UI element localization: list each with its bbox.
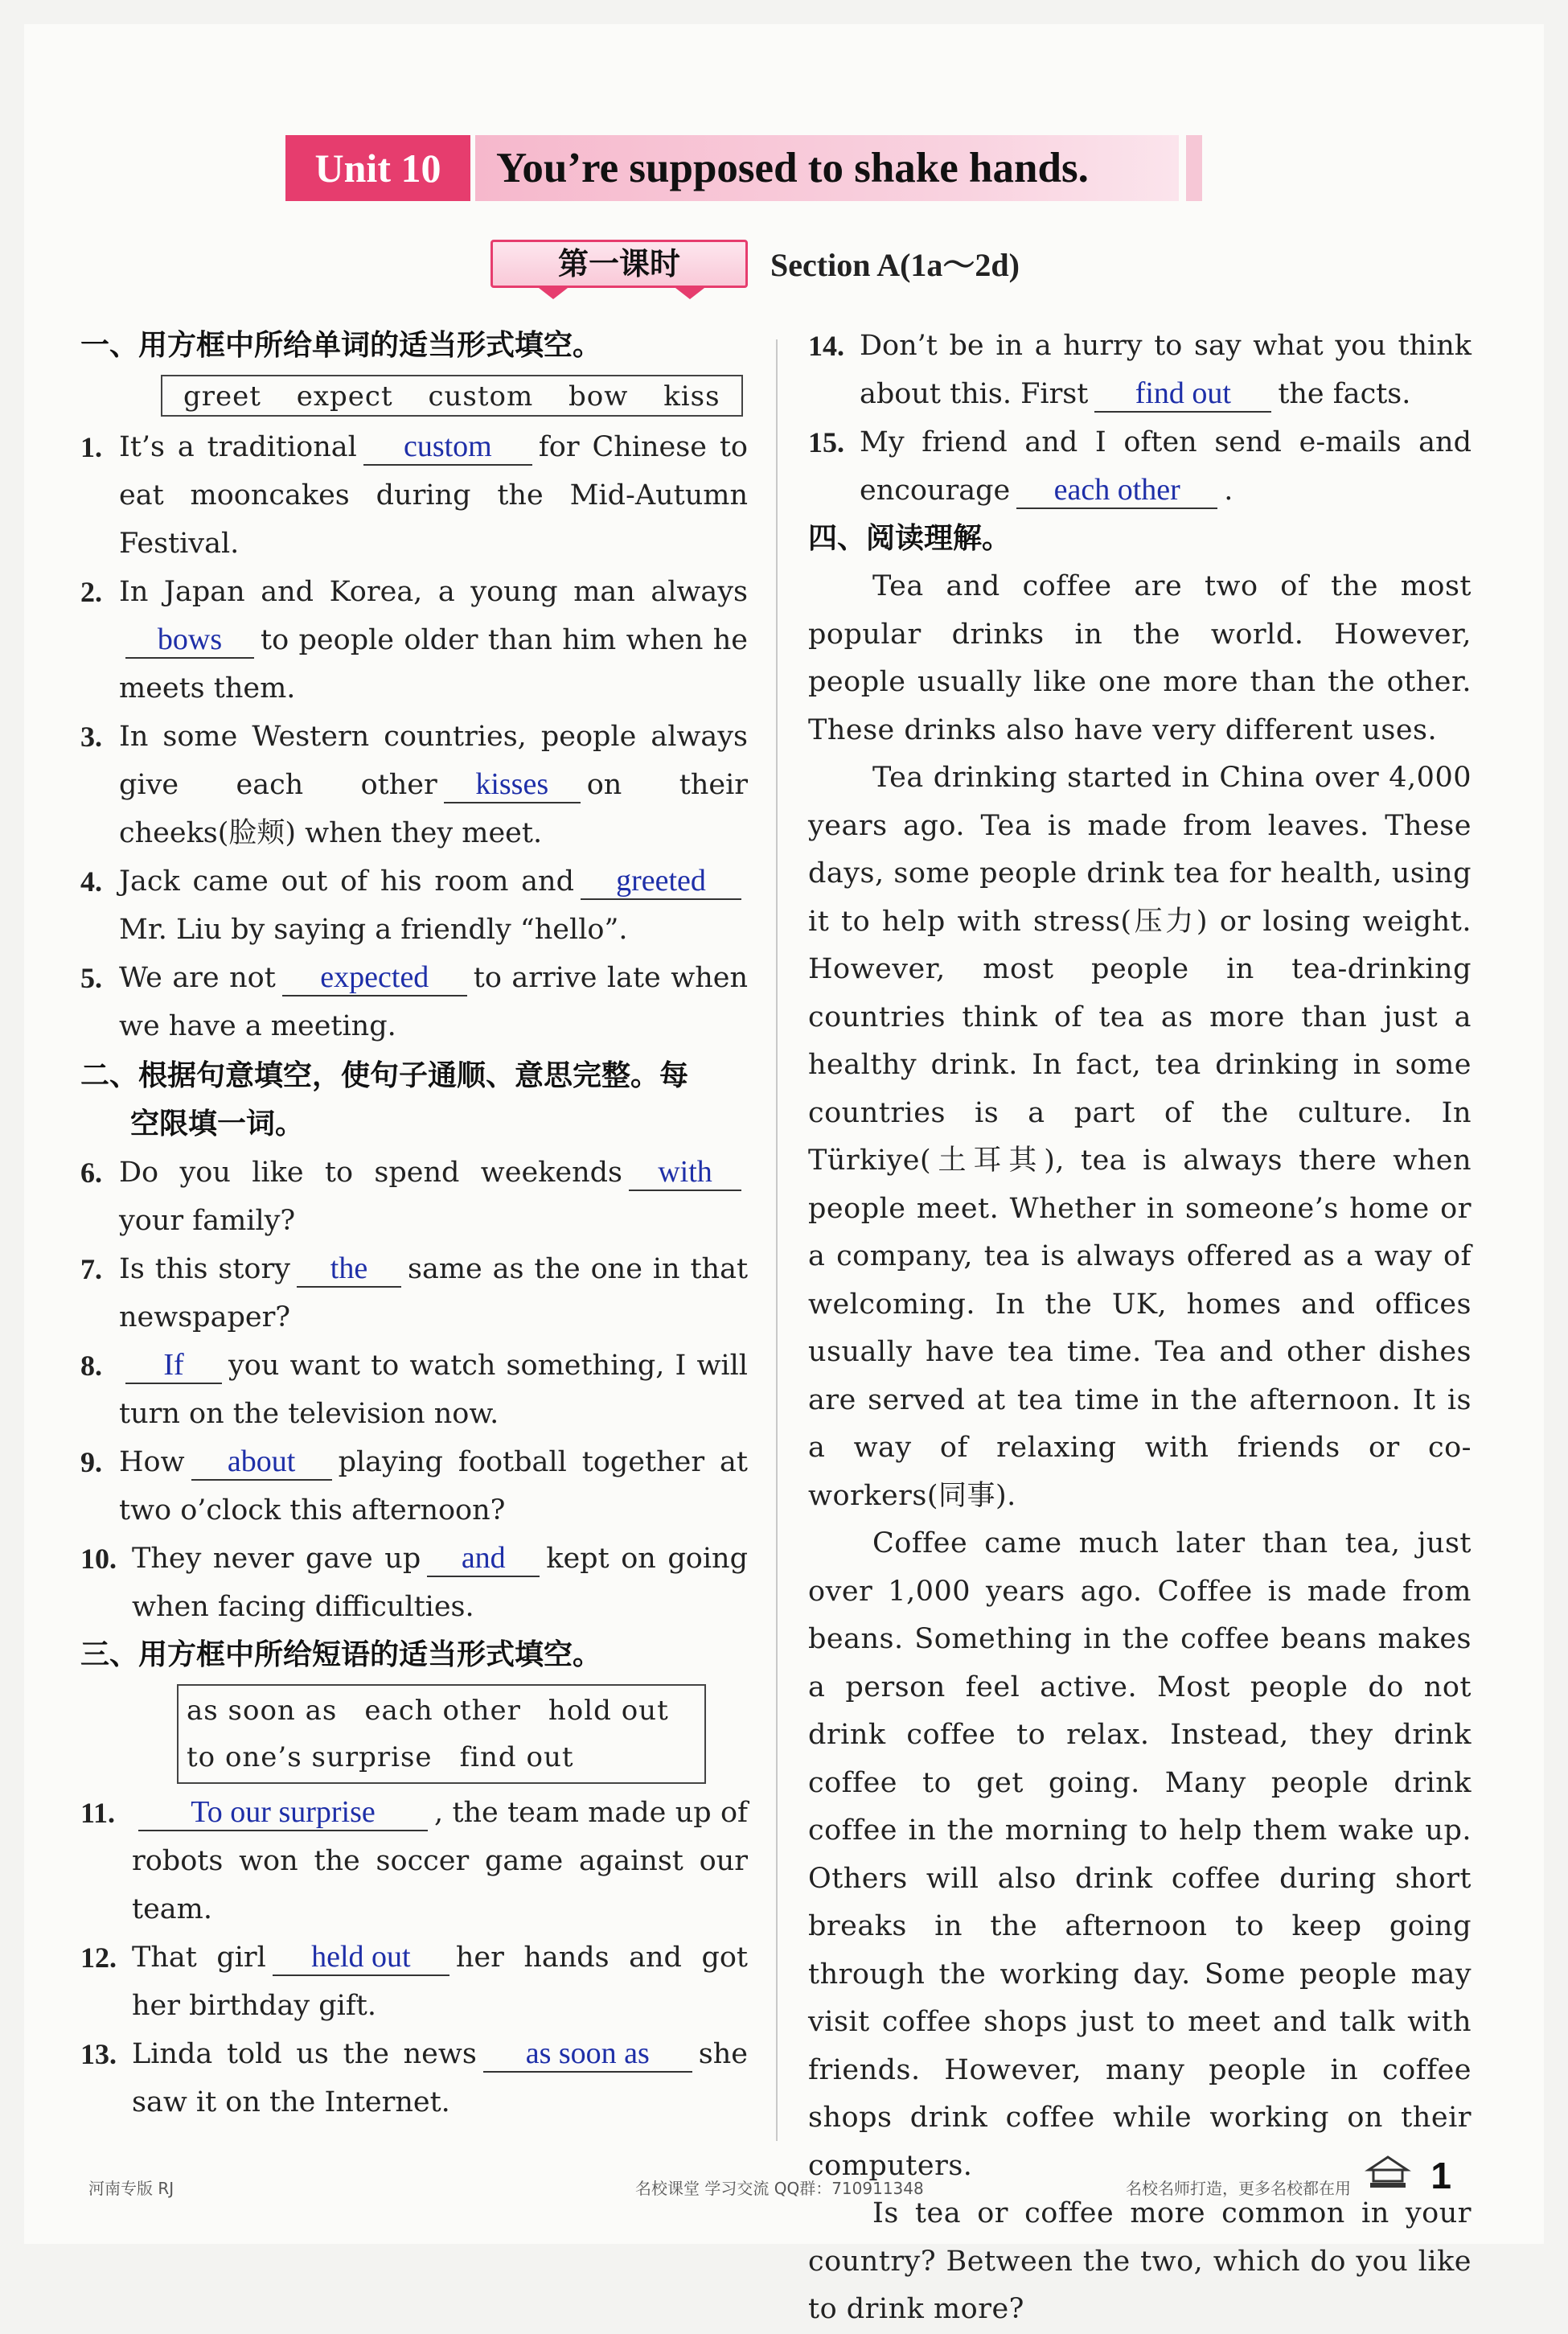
reading-paragraph: Is tea or coffee more common in your country? Between the two, which do you like to drink more? [808,2197,1472,2325]
part2-heading: 二、根据句意填空，使句子通顺、意思完整。每 空限填一词。 [80,1059,689,1140]
footer-slogan: 名校名师打造，更多名校都在用 [1126,2179,1351,2198]
page-number: 1 [1430,2155,1451,2196]
phrase-item: to one’s surprise [187,1741,433,1773]
word-item: greet [183,380,261,413]
answer-blank[interactable]: find out [1094,376,1271,413]
lesson-label: 第一课时 [491,240,748,288]
answer-blank[interactable]: the [297,1251,401,1288]
answer-blank[interactable]: with [629,1154,741,1191]
phrase-item: as soon as [187,1695,338,1727]
answer-blank[interactable]: as soon as [483,2036,692,2073]
answer-blank[interactable]: expected [282,959,467,996]
question-8: 8. If you want to watch something, I will turn on the television now. [80,1348,748,1430]
answer-blank[interactable]: each other [1016,472,1217,509]
reading-paragraph: Tea and coffee are two of the most popular drinks in the world. However, people usually like one more than the other. These drinks also have very different uses. [808,570,1472,746]
word-item: expect [296,380,393,413]
part3-heading: 三、用方框中所给短语的适当形式填空。 [80,1638,602,1671]
answer-blank[interactable]: held out [273,1939,449,1976]
answer-blank[interactable]: If [125,1347,222,1384]
section-title: Section A(1a～2d) [770,247,1020,283]
lesson-tag [491,233,748,299]
question-12: 12. That girl held out her hands and got her birthday gift. [80,1940,748,2022]
answer-blank[interactable]: custom [363,429,532,466]
answer-blank[interactable]: greeted [581,863,741,900]
phrase-item: find out [459,1741,574,1773]
question-2: 2. In Japan and Korea, a young man always bows to people older than him when he meets them. [80,576,748,705]
answer-blank[interactable]: bows [125,622,254,659]
question-13: 13. Linda told us the news as soon as she saw it on the Internet. [80,2036,748,2118]
question-1: 1. It’s a traditional custom for Chinese to eat mooncakes during the Mid-Autumn Festival. [80,429,748,560]
word-item: kiss [663,380,720,413]
tag-notch-left [539,288,568,299]
banner-tail [1186,135,1202,201]
footer-edition: 河南专版 RJ [88,2179,174,2198]
question-14: 14. Don’t be in a hurry to say what you think about this. First find out the facts. [808,322,1472,418]
tag-notch-right [675,288,704,299]
column-divider [776,339,778,2141]
reading-paragraph: Tea drinking started in China over 4,000 years ago. Tea is made from leaves. These days, some people drink tea for health, using it to help with stress(压力) or losing weight. However, most people in tea-drinking countries think of tea as more than just a healthy drink. In fact, tea drinking in some countries is a part of the culture. In Türkiye(土耳其), tea is always there when people meet. Whether in someone’s home or a company, tea is always offered as a way of welcoming. In the UK, homes and offices usually have tea time. Tea and other dishes are served at tea time in the afternoon. It is a way of relaxing with friends or co-workers(同事). [808,762,1472,1512]
question-4: 4. Jack came out of his room and greetedMr. Liu by saying a friendly “hello”. [80,857,748,954]
word-box [161,375,743,417]
question-6: 6. Do you like to spend weekends withyour family? [80,1149,748,1245]
unit-title: You’re supposed to shake hands. [475,135,1179,201]
publisher-logo-icon [1364,2152,1412,2191]
answer-blank[interactable]: To our surprise [138,1794,428,1831]
answer-blank[interactable]: and [427,1540,540,1577]
unit-label: Unit 10 [285,135,470,201]
left-column [80,322,748,2126]
phrase-item: each other [364,1695,521,1727]
right-column [808,322,1472,2334]
phrase-box [177,1684,706,1784]
question-9: 9. How about playing football together at two o’clock this afternoon? [80,1444,748,1527]
word-item: bow [569,380,629,413]
answer-blank[interactable]: kisses [444,766,581,803]
question-3: 3. In some Western countries, people always give each other kisses on their cheeks(脸颊) when they meet. [80,721,748,849]
question-10: 10. They never gave up and kept on going when facing difficulties. [80,1541,748,1623]
unit-banner [285,135,1202,201]
phrase-item: hold out [548,1695,669,1727]
part4-heading: 四、阅读理解。 [808,522,1012,555]
question-5: 5. We are not expected to arrive late when we have a meeting. [80,960,748,1042]
answer-blank[interactable]: about [191,1444,332,1481]
question-7: 7. Is this story the same as the one in that newspaper? [80,1251,749,1333]
footer-qq-group: 名校课堂 学习交流 QQ群：710911348 [635,2179,924,2198]
reading-paragraph: Coffee came much later than tea, just over 1,000 years ago. Coffee is made from beans. Something in the coffee beans makes a person feel active. Most people do not drink coffee to relax. Instead, they drink coffee to get going. Many people drink coffee in the morning to help them wake up. Others will also drink coffee during short breaks in the afternoon to keep going through the working day. Some people may visit coffee shops just to meet and talk with friends. However, many people in coffee shops drink coffee while working on their computers. [808,1527,1472,2182]
part1-heading: 一、用方框中所给单词的适当形式填空。 [80,329,602,362]
question-15: 15. My friend and I often send e-mails and encourage each other . [808,418,1472,515]
word-item: custom [428,380,534,413]
question-11: 11. To our surprise , the team made up of robots won the soccer game against our team. [80,1795,748,1925]
